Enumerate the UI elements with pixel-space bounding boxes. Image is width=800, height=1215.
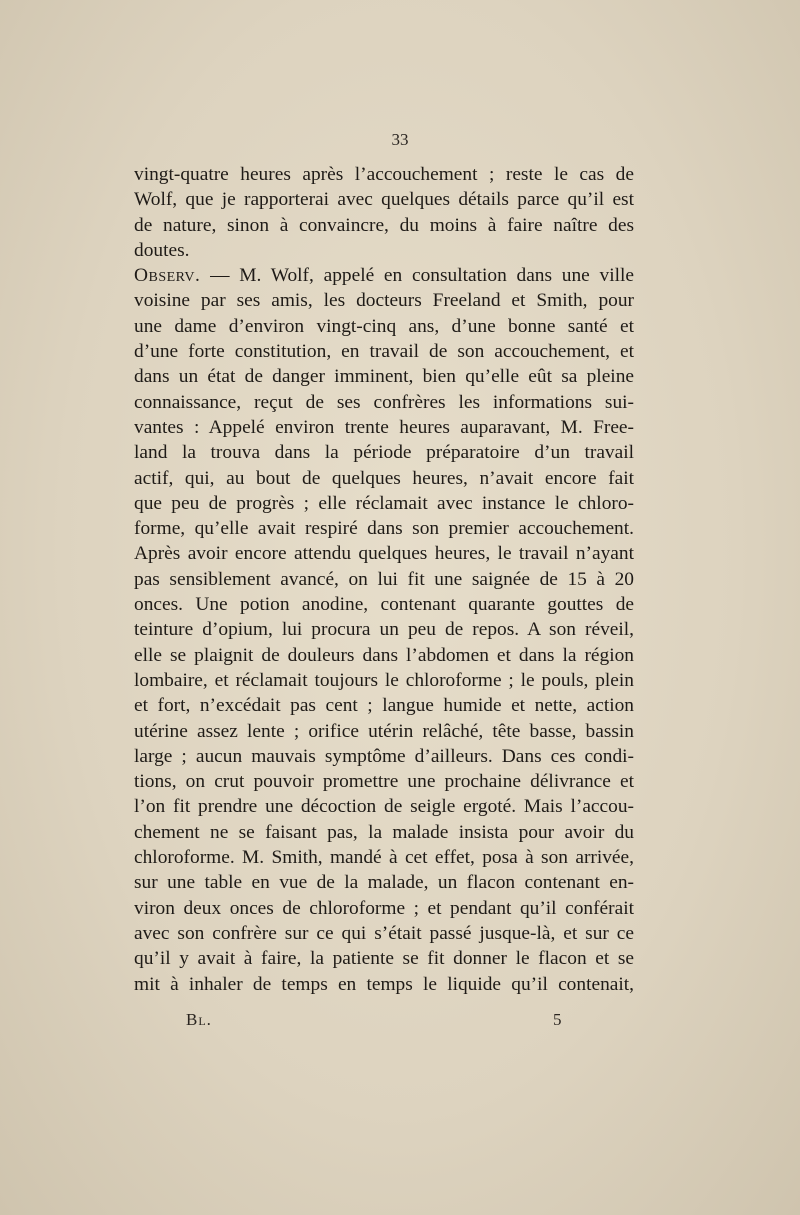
paragraph-1 bbox=[134, 162, 634, 263]
text-line: chement ne se faisant pas, la malade insista pour avoir du bbox=[134, 821, 634, 843]
paragraph-2 bbox=[134, 263, 634, 997]
text-line: et fort, n’excédait pas cent ; langue humide et nette, action bbox=[134, 695, 634, 717]
text-line-with-lead bbox=[134, 263, 634, 288]
text-line: lombaire, et réclamait toujours le chloroforme ; le pouls, plein bbox=[134, 669, 634, 691]
text-line: onces. Une potion anodine, contenant quarante gouttes de bbox=[134, 594, 634, 616]
text-line: forme, qu’elle avait respiré dans son premier accouchement. bbox=[134, 518, 634, 540]
text-line: avec son confrère sur ce qui s’était passé jusque-là, et sur ce bbox=[134, 922, 634, 944]
text-line: land la trouva dans la période préparatoire d’un travail bbox=[134, 442, 634, 464]
text-line: dans un état de danger imminent, bien qu’elle eût sa pleine bbox=[134, 366, 634, 388]
text-line: Après avoir encore attendu quelques heures, le travail n’ayant bbox=[134, 543, 634, 565]
text-line: l’on fit prendre une décoction de seigle ergoté. Mais l’accou- bbox=[134, 796, 634, 818]
text-line: tions, on crut pouvoir promettre une prochaine délivrance et bbox=[134, 771, 634, 793]
text-line: teinture d’opium, lui procura un peu de repos. A son réveil, bbox=[134, 619, 634, 641]
observation-lead: Observ. bbox=[134, 265, 201, 287]
text-line: actif, qui, au bout de quelques heures, n’avait encore fait bbox=[134, 467, 634, 489]
text-line: utérine assez lente ; orifice utérin relâché, tête basse, bassin bbox=[134, 720, 634, 742]
text-line: connaissance, reçut de ses confrères les informations sui- bbox=[134, 391, 634, 413]
text-line: que peu de progrès ; elle réclamait avec instance le chloro- bbox=[134, 492, 634, 514]
text-line: qu’il y avait à faire, la patiente se fit donner le flacon et se bbox=[134, 948, 634, 970]
text-line: voisine par ses amis, les docteurs Freeland et Smith, pour bbox=[134, 290, 634, 312]
text-line: pas sensiblement avancé, on lui fit une saignée de 15 à 20 bbox=[134, 568, 634, 590]
text-line: viron deux onces de chloroforme ; et pendant qu’il conférait bbox=[134, 897, 634, 919]
page-number: 33 bbox=[391, 130, 409, 149]
text-line: mit à inhaler de temps en temps le liquide qu’il contenait, bbox=[134, 973, 634, 995]
text-line: elle se plaignit de douleurs dans l’abdomen et dans la région bbox=[134, 644, 634, 666]
text-line: une dame d’environ vingt-cinq ans, d’une bonne santé et bbox=[134, 315, 634, 337]
text-line: sur une table en vue de la malade, un flacon contenant en- bbox=[134, 872, 634, 894]
text-line: d’une forte constitution, en travail de son accouchement, et bbox=[134, 341, 634, 363]
text-line: large ; aucun mauvais symptôme d’ailleurs. Dans ces condi- bbox=[134, 745, 634, 767]
sheet-number: 5 bbox=[553, 1010, 562, 1029]
text-line: Wolf, que je rapporterai avec quelques détails parce qu’il est bbox=[134, 189, 634, 211]
text-line-rest: — M. Wolf, appelé en consultation dans une ville bbox=[200, 265, 634, 287]
text-line: vantes : Appelé environ trente heures auparavant, M. Free- bbox=[134, 416, 634, 438]
body-text bbox=[134, 162, 634, 997]
text-line: de nature, sinon à convaincre, du moins à faire naître des bbox=[134, 214, 634, 236]
text-line: doutes. bbox=[134, 239, 190, 261]
printer-signature: Bl. bbox=[186, 1010, 212, 1029]
text-line: chloroforme. M. Smith, mandé à cet effet, posa à son arrivée, bbox=[134, 847, 634, 869]
text-line: vingt-quatre heures après l’accouchement ; reste le cas de bbox=[134, 164, 634, 185]
